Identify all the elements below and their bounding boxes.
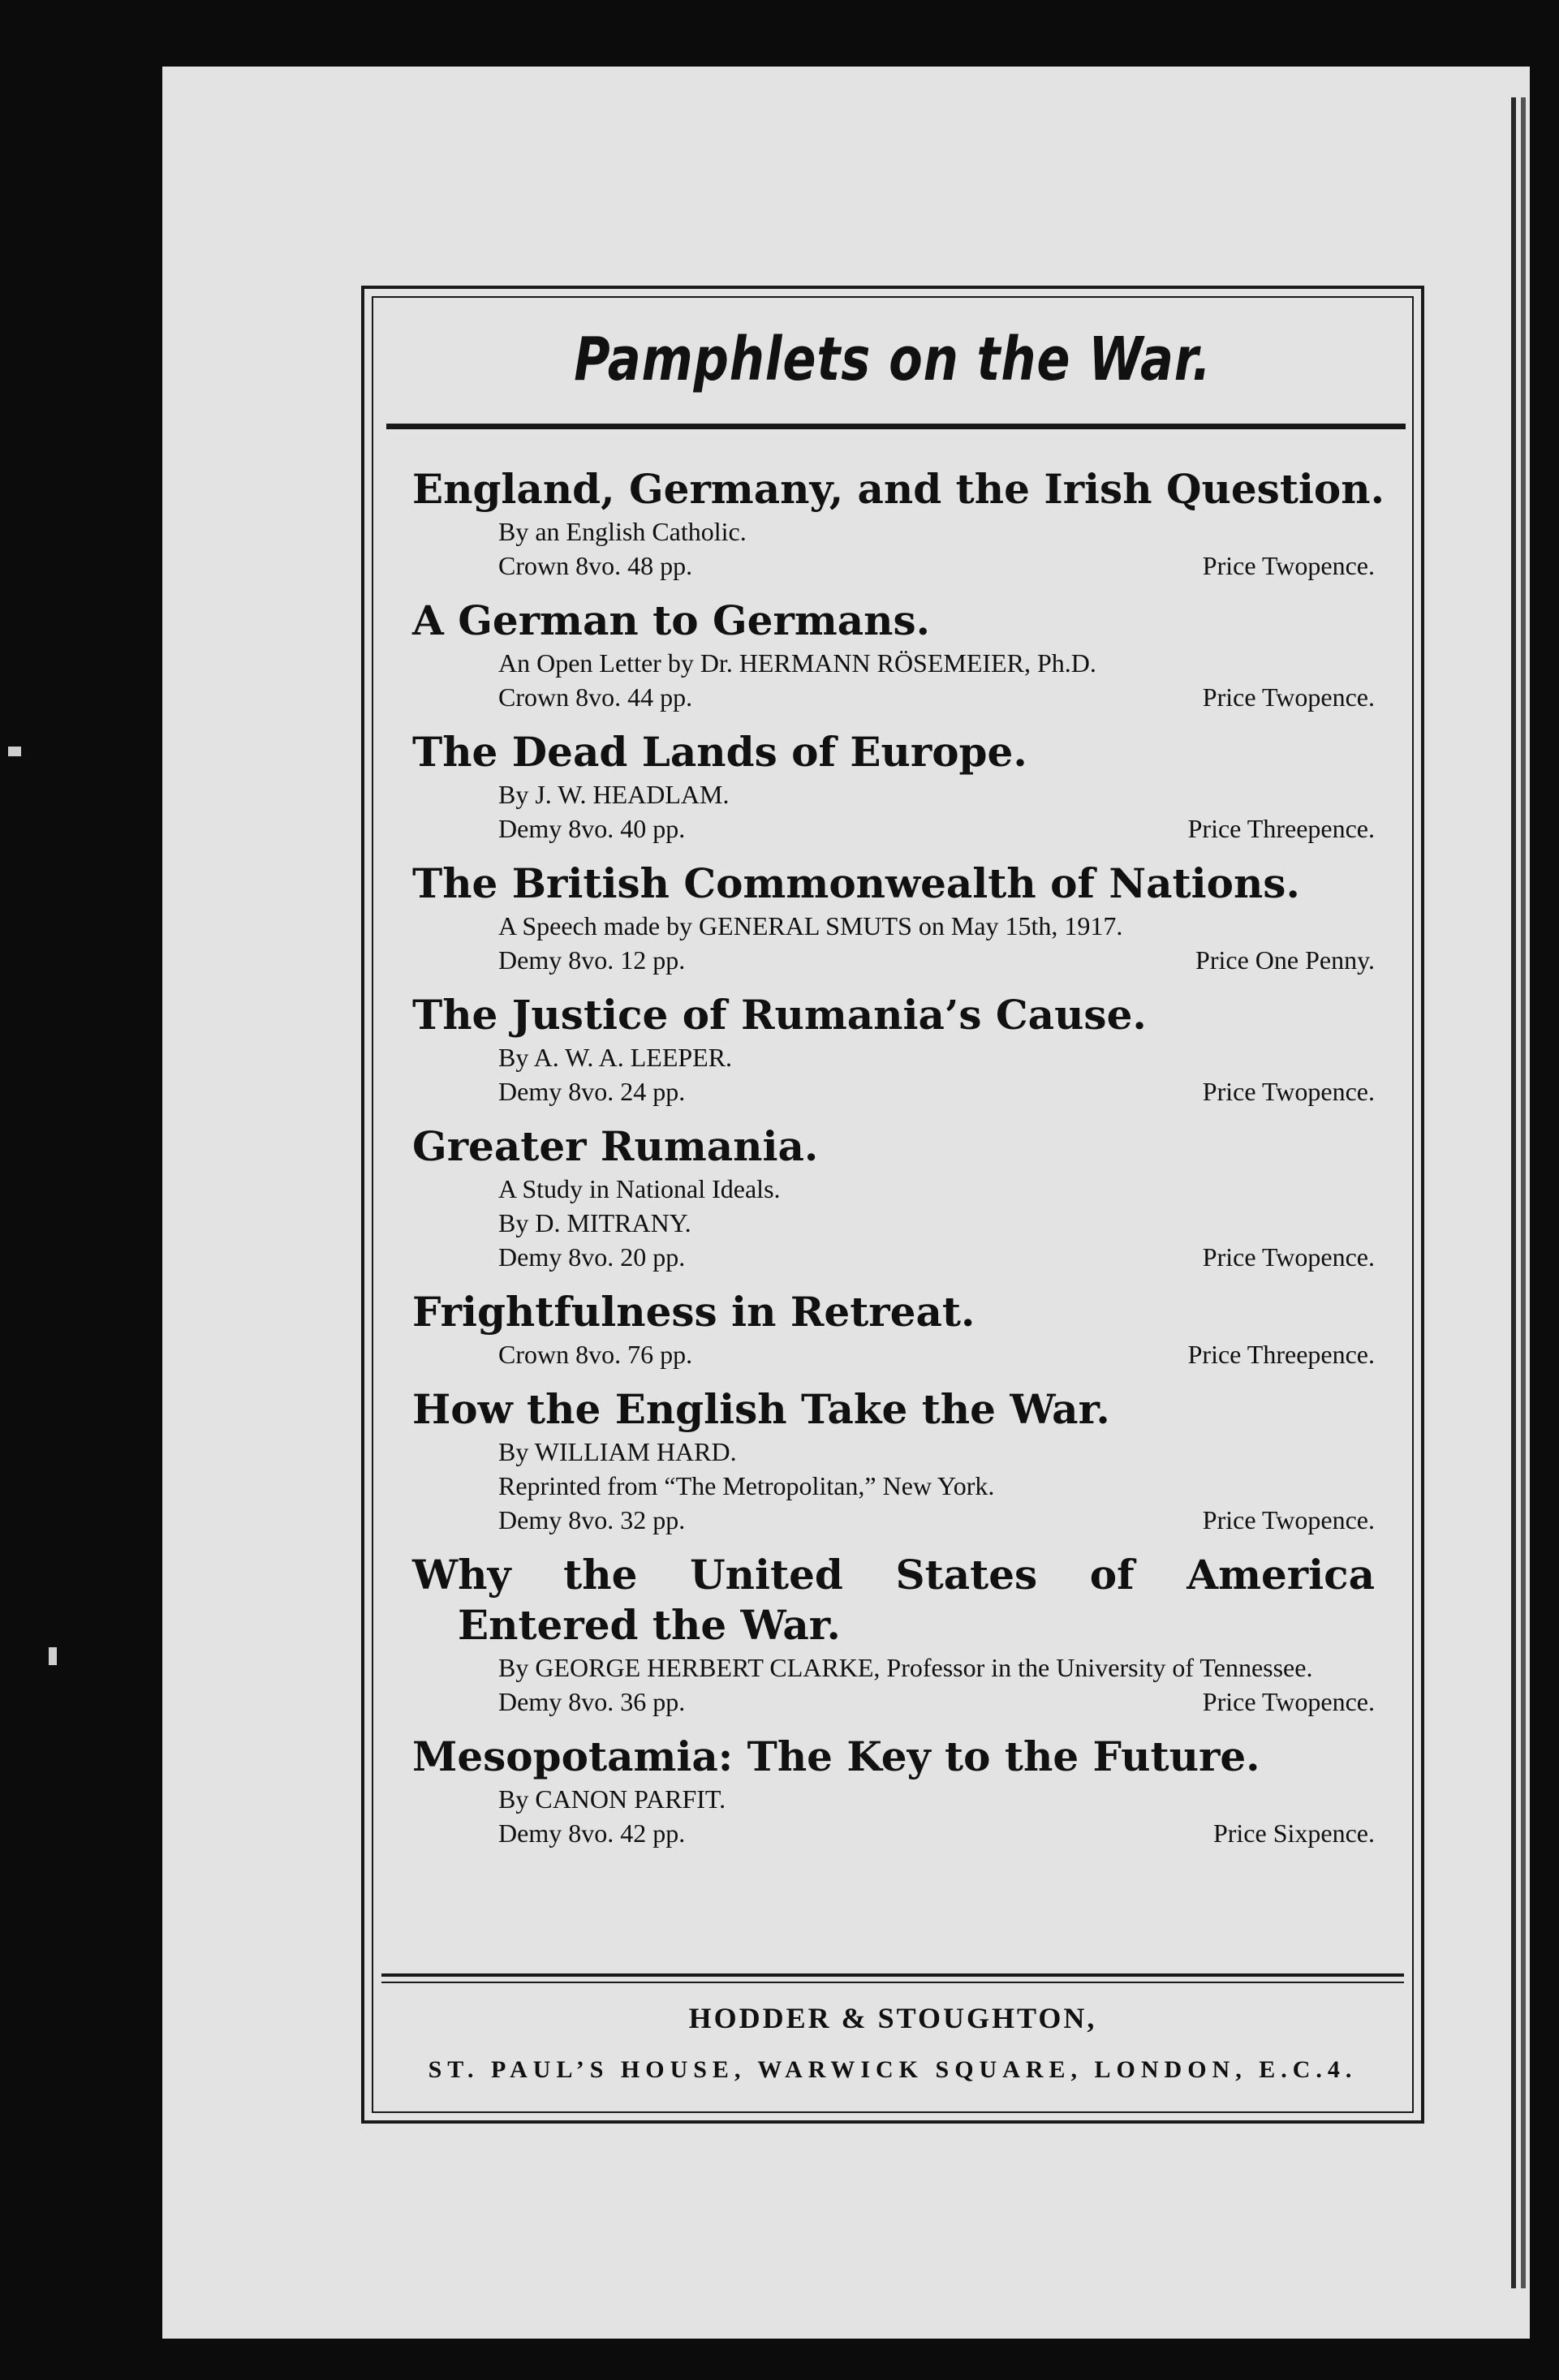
footer-rule-thin (381, 1982, 1404, 1983)
page-heading: Pamphlets on the War. (574, 325, 1212, 394)
pamphlet-detail: A Speech made by GENERAL SMUTS on May 15th, 1917. (498, 911, 1123, 940)
pamphlet-format: Crown 8vo. 48 pp. (498, 551, 693, 580)
pamphlet-format: Demy 8vo. 40 pp. (498, 814, 686, 843)
pamphlet-price: Price Sixpence. (1212, 1818, 1375, 1848)
pamphlet-specs (412, 1816, 1375, 1850)
pamphlet-entry (412, 1384, 1375, 1537)
pamphlet-specs (412, 1337, 1375, 1371)
pamphlet-detail: By GEORGE HERBERT CLARKE, Professor in the University of Tennessee. (498, 1653, 1313, 1682)
pamphlet-price: Price Twopence. (1202, 682, 1375, 712)
pamphlet-title: How the English Take the War. (412, 1385, 1110, 1433)
pamphlet-specs (412, 811, 1375, 846)
pamphlet-detail: A Study in National Ideals. (498, 1174, 781, 1203)
pamphlet-format: Demy 8vo. 20 pp. (498, 1242, 686, 1272)
pamphlet-entry (412, 990, 1375, 1108)
pamphlet-format: Demy 8vo. 42 pp. (498, 1818, 686, 1848)
pamphlet-entry (412, 727, 1375, 846)
pamphlet-format: Demy 8vo. 32 pp. (498, 1505, 686, 1534)
pamphlet-entry (412, 596, 1375, 714)
pamphlet-format: Crown 8vo. 44 pp. (498, 682, 693, 712)
pamphlet-price: Price Threepence. (1187, 814, 1375, 843)
pamphlet-format: Demy 8vo. 24 pp. (498, 1077, 686, 1106)
pamphlet-specs (412, 943, 1375, 977)
pamphlet-detail: An Open Letter by Dr. HERMANN RÖSEMEIER, Ph.D. (498, 648, 1096, 678)
pamphlet-title: Mesopotamia: The Key to the Future. (412, 1732, 1260, 1780)
pamphlet-title: The Justice of Rumania’s Cause. (412, 991, 1147, 1039)
pamphlet-detail: By D. MITRANY. (498, 1208, 691, 1237)
pamphlet-entry (412, 1550, 1375, 1719)
page-edge-right (1511, 97, 1516, 2288)
footer-rule (381, 1973, 1404, 1977)
pamphlet-specs (412, 1503, 1375, 1537)
margin-speck (8, 747, 21, 756)
pamphlet-format: Demy 8vo. 12 pp. (498, 945, 686, 975)
pamphlet-price: Price Twopence. (1202, 1077, 1375, 1106)
pamphlet-price: Price One Penny. (1195, 945, 1375, 975)
pamphlet-detail: By WILLIAM HARD. (498, 1437, 737, 1466)
publisher-address: ST. PAUL’S HOUSE, WARWICK SQUARE, LONDON, E.C.4. (428, 2056, 1358, 2083)
pamphlet-title: Frightfulness in Retreat. (412, 1288, 975, 1336)
margin-speck (49, 1647, 57, 1665)
pamphlet-title: Greater Rumania. (412, 1122, 819, 1170)
publisher-name: HODDER & STOUGHTON, (688, 2002, 1097, 2034)
pamphlet-detail: Reprinted from “The Metropolitan,” New York. (498, 1471, 995, 1500)
pamphlet-title: The Dead Lands of Europe. (412, 728, 1027, 776)
pamphlet-detail: By A. W. A. LEEPER. (498, 1043, 733, 1072)
pamphlet-format: Crown 8vo. 76 pp. (498, 1340, 693, 1369)
pamphlet-title: England, Germany, and the Irish Question. (412, 465, 1385, 513)
pamphlet-price: Price Twopence. (1202, 551, 1375, 580)
pamphlet-detail: By J. W. HEADLAM. (498, 780, 730, 809)
pamphlet-format: Demy 8vo. 36 pp. (498, 1687, 686, 1716)
page-edge-right-2 (1521, 97, 1526, 2288)
pamphlet-title: A German to Germans. (412, 596, 931, 644)
pamphlet-entry (412, 1121, 1375, 1274)
pamphlet-price: Price Twopence. (1202, 1242, 1375, 1272)
pamphlet-entry (412, 1287, 1375, 1371)
pamphlet-title: Why the United States of America Entered the War. (412, 1551, 1375, 1649)
pamphlet-entry (412, 1732, 1375, 1850)
pamphlet-price: Price Threepence. (1187, 1340, 1375, 1369)
pamphlet-title: The British Commonwealth of Nations. (412, 859, 1300, 907)
pamphlet-specs (412, 549, 1375, 583)
pamphlet-detail: By CANON PARFIT. (498, 1784, 726, 1814)
pamphlet-detail: By an English Catholic. (498, 517, 747, 546)
pamphlet-entry (412, 464, 1385, 583)
pamphlet-specs (412, 1240, 1375, 1274)
pamphlet-price: Price Twopence. (1202, 1687, 1375, 1716)
pamphlet-price: Price Twopence. (1202, 1505, 1375, 1534)
pamphlet-list (412, 464, 1385, 1863)
pamphlet-entry (412, 859, 1375, 977)
heading-rule (386, 424, 1406, 429)
pamphlet-specs (412, 680, 1375, 714)
pamphlet-specs (412, 1074, 1375, 1108)
pamphlet-specs (412, 1685, 1375, 1719)
